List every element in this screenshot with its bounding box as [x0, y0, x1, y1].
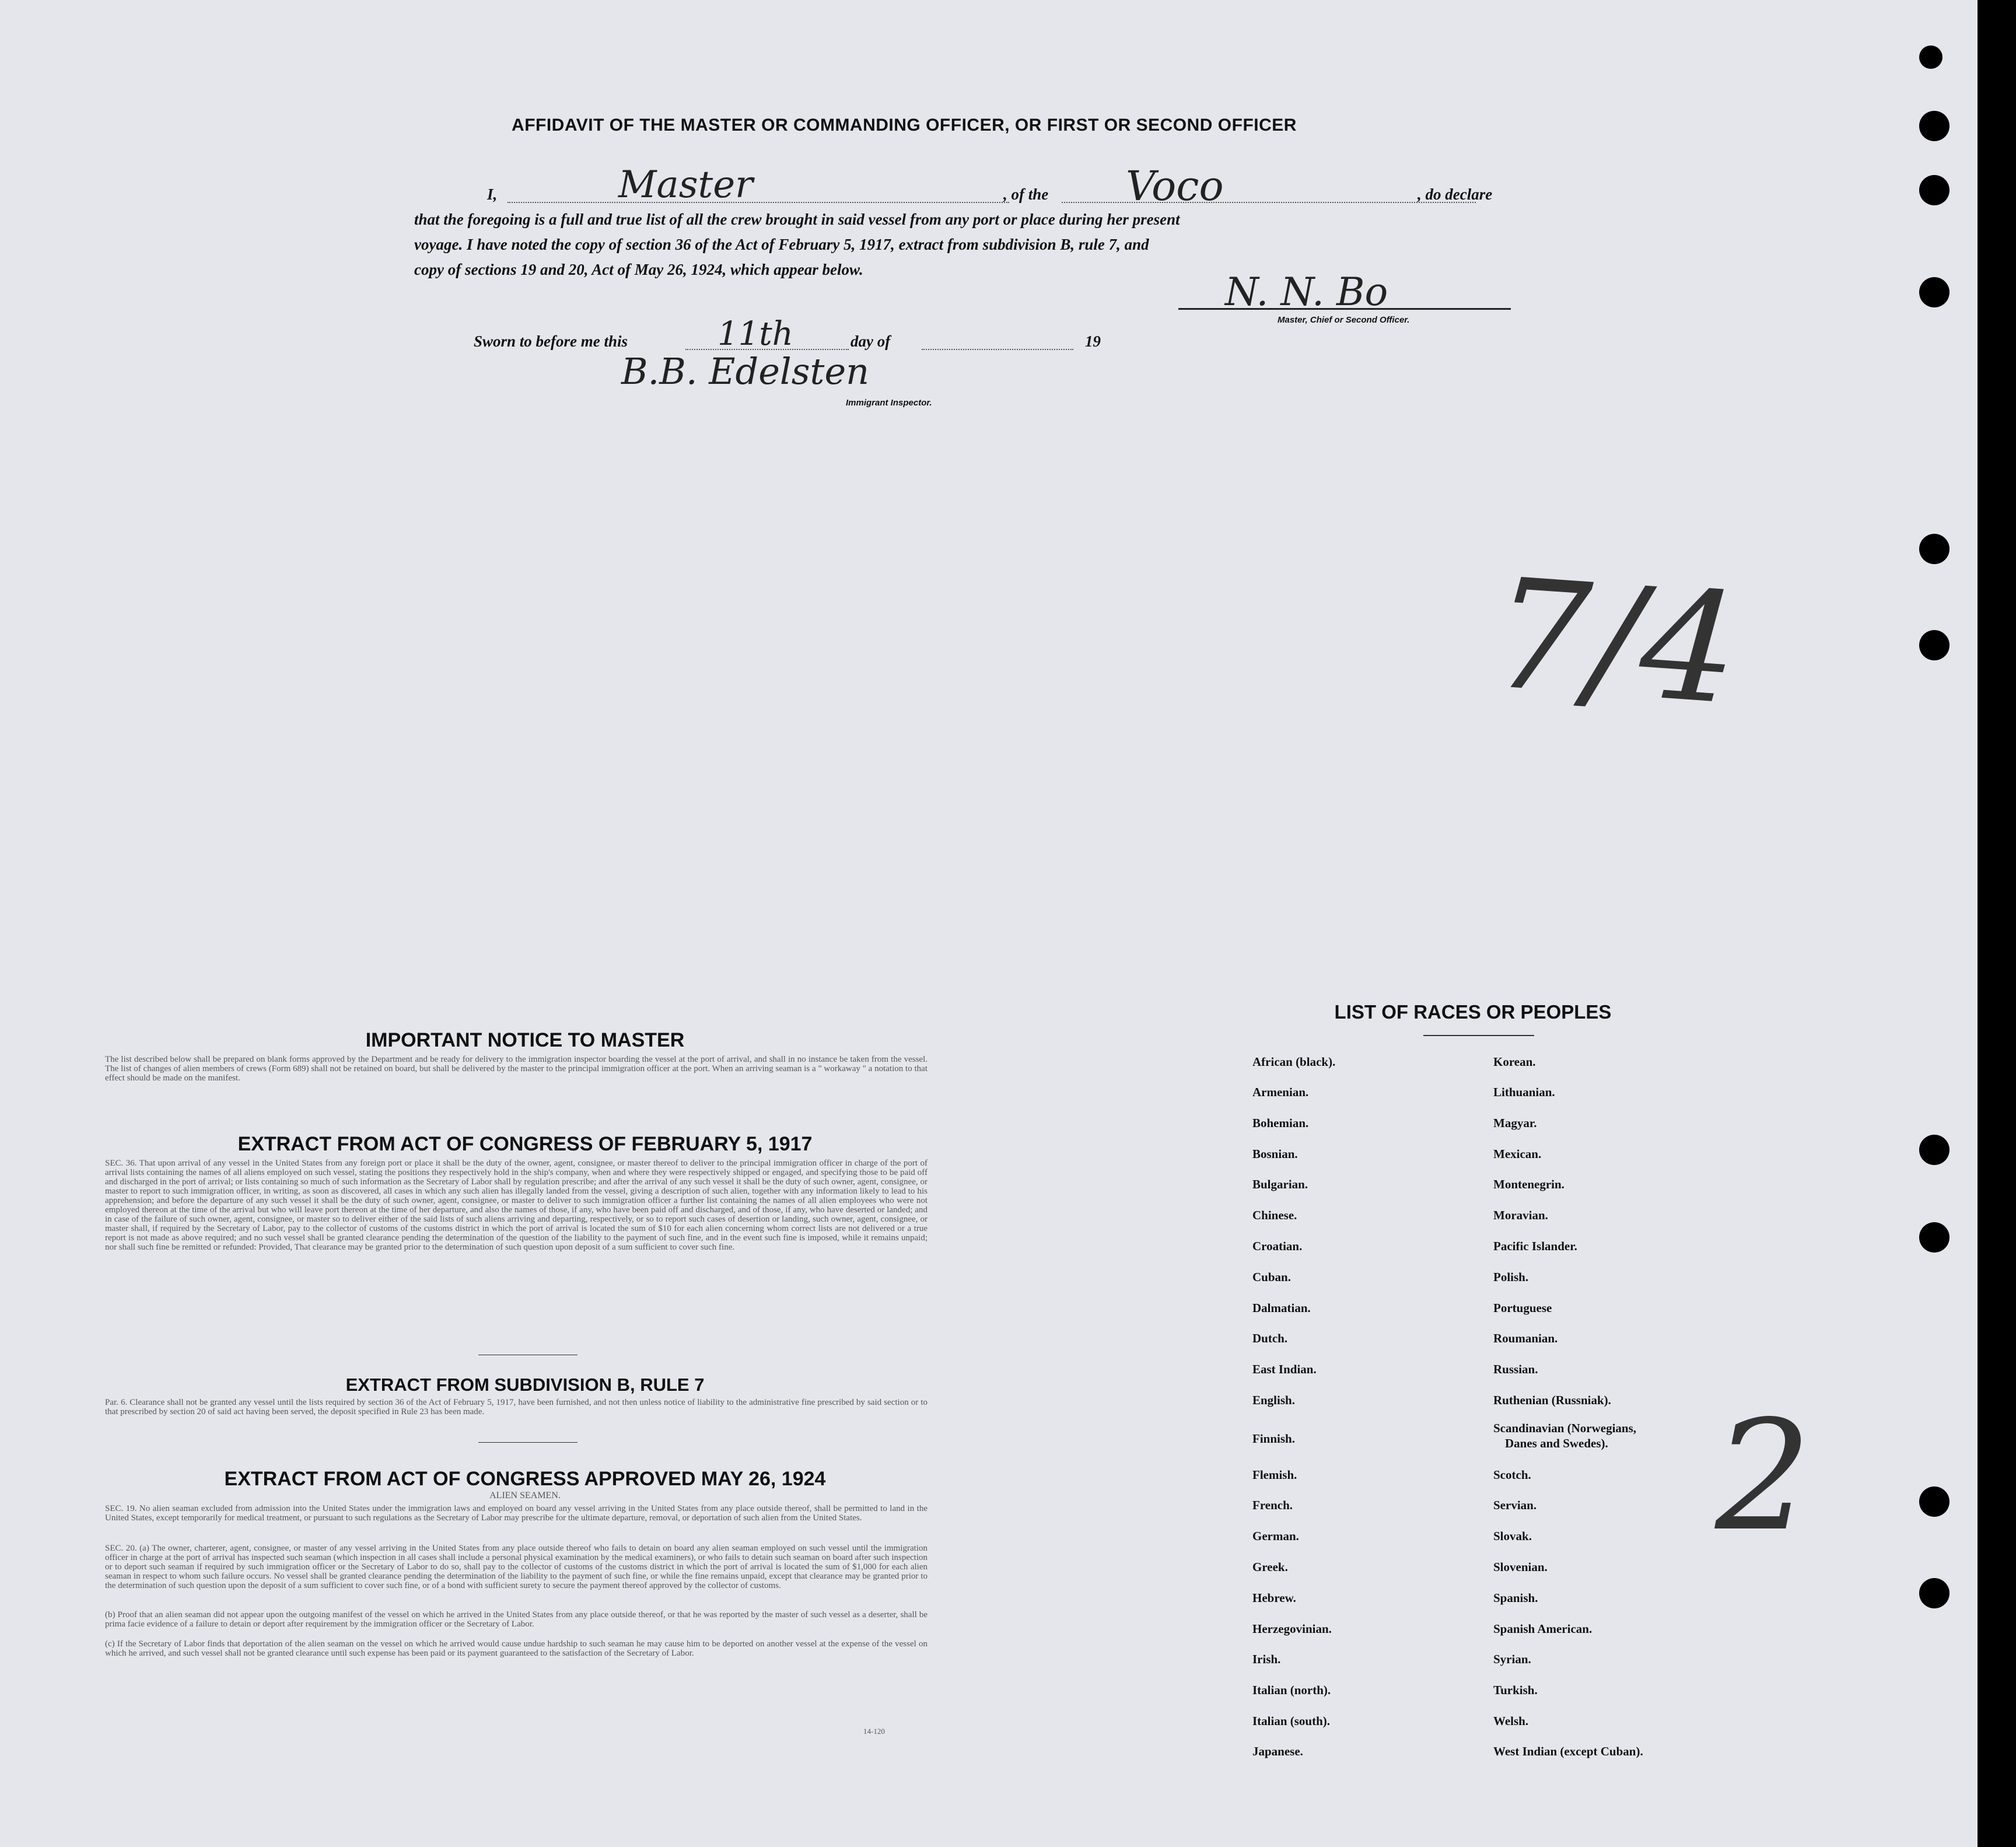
race-item: Pacific Islander. [1493, 1239, 1577, 1253]
race-item: Polish. [1493, 1270, 1529, 1284]
punch-hole [1919, 1578, 1950, 1608]
signature-line [1178, 308, 1511, 310]
race-item: East Indian. [1252, 1362, 1317, 1376]
race-item: Japanese. [1252, 1744, 1303, 1758]
sworn-text: Sworn to before me this [474, 333, 628, 350]
race-item: German. [1252, 1529, 1299, 1543]
officer-signature: N. N. Bo [1225, 270, 1388, 314]
punch-hole [1919, 1222, 1950, 1253]
affidavit-title: AFFIDAVIT OF THE MASTER OR COMMANDING OFFICER, OR FIRST OR SECOND OFFICER [512, 116, 1297, 135]
race-item: Montenegrin. [1493, 1177, 1564, 1191]
inspector-signature: B.B. Edelsten [621, 350, 870, 393]
rule-7-heading: EXTRACT FROM SUBDIVISION B, RULE 7 [345, 1374, 705, 1395]
race-item: Russian. [1493, 1362, 1538, 1376]
race-item: Syrian. [1493, 1652, 1531, 1666]
race-item: Moravian. [1493, 1208, 1548, 1222]
race-item: Flemish. [1252, 1468, 1297, 1482]
extract-1924-sec-20-b: (b) Proof that an alien seaman did not appear upon the outgoing manifest of the vessel on which he arrived in the United States from any place outside thereof, or that he was reported by the master of such vessel as a deserter, shall be prima facie evidence of a failure to detain or deport after requirement by the immigration officer or the Secretary of Labor. [105, 1610, 928, 1629]
race-item: Bohemian. [1252, 1116, 1309, 1130]
punch-hole [1919, 46, 1943, 69]
races-heading-rule [1423, 1035, 1534, 1036]
race-item: Mexican. [1493, 1147, 1542, 1161]
extract-1917-body: SEC. 36. That upon arrival of any vessel in the United States from any foreign port or place it shall be the duty of the owner, agent, consignee, or master thereof to deliver to the principal immigration officer in charge of the port of arrival lists containing the names of all aliens employed on such vessel, stating the positions they respectively hold in the ship's company, when and where they were respectively shipped or engaged, and specifying those to be paid off and discharged in the port of arrival; or lists containing so much of such information as the Secretary of Labor shall by regulation prescribe; and after the arrival of any such vessel it shall be the duty of such owner, agent, consignee, or master to report to such immigration officer, in writing, as soon as discovered, all cases in which any such alien has illegally landed from the vessel, giving a description of such alien, together with any information likely to lead to his apprehension; and before the departure of any such vessel it shall be the duty of such owner, agent, consignee, or master to deliver to such immigration officer a further list containing the names of all alien employees who were not employed thereon at the time of the arrival but who will leave port thereon at the time of her departure, and also the names of those, if any, who have been paid off and discharged, and of those, if any, who have deserted or landed; and in case of the failure of such owner, agent, consignee, or master so to deliver either of the said lists of such aliens arriving and departing, respectively, or so to report such cases of desertion or landing, such owner, agent, consignee, or master shall, if required by the Secretary of Labor, pay to the collector of customs of the customs district in which the port of arrival is located the sum of $10 for each alien concerning whom correct lists are not delivered or a true report is not made as above required; and no such vessel shall be granted clearance pending the determination of the question of the liability to the payment of such fine, and in the event such fine is imposed, while it remains unpaid; nor shall such fine be remitted or refunded: Provided, That clearance may be granted prior to the determination of such question upon deposit of a sum sufficient to cover such fine. [105, 1159, 928, 1252]
extract-1924-sec-20-c: (c) If the Secretary of Labor finds that deportation of the alien seaman on the vessel on which he arrived would cause undue hardship to such seaman he may cause him to be deported on another vessel at the expense of the vessel on which he arrived, and such vessel shall not be granted clearance until such expense has been paid or its payment guaranteed to the satisfaction of the Secretary of Labor. [105, 1639, 928, 1658]
form-number: 14-120 [863, 1727, 885, 1736]
punch-hole [1919, 277, 1950, 307]
race-item: Dalmatian. [1252, 1301, 1311, 1315]
race-item: English. [1252, 1393, 1295, 1407]
race-item: Irish. [1252, 1652, 1281, 1666]
race-item: Italian (south). [1252, 1714, 1331, 1728]
handwritten-day: 11th [718, 315, 793, 353]
section-divider [478, 1442, 578, 1443]
rule-7-body: Par. 6. Clearance shall not be granted any vessel until the lists required by section 36 of the Act of February 5, 1917, have been furnished, and not then unless notice of liability to the administrative fine prescribed by said section or to that prescribed by section 20 of said act having been served, the deposit specified in Rule 23 has been made. [105, 1398, 928, 1416]
race-item: French. [1252, 1498, 1293, 1512]
race-item: Italian (north). [1252, 1683, 1331, 1697]
race-item: Greek. [1252, 1560, 1288, 1574]
extract-1924-sec-20: SEC. 20. (a) The owner, charterer, agent, consignee, or master of any vessel arriving in the United States from any place outside thereof who fails to detain on board any alien seaman employed on such vessel until the immigration officer in charge at the port of arrival has inspected such seaman (which inspection in all cases shall include a personal physical examination by the medical examiners), or who fails to detain such seaman on board after such inspection or to deport such seaman if required by such immigration officer or the Secretary of Labor to do so, shall pay to the collector of customs of the customs district in which the port of arrival is located the sum of $1,000 for each alien seaman in respect to whom such failure occurs. No vessel shall be granted clearance pending the determination of the liability to the payment of such fine, or while the fine remains unpaid, except that clearance may be granted prior to the determination of such question upon the deposit of a sum sufficient to cover such fine, or of a bond with sufficient surety to secure the payment thereof approved by the collector of customs. [105, 1544, 928, 1590]
extract-1917-heading: EXTRACT FROM ACT OF CONGRESS OF FEBRUARY 5, 1917 [237, 1133, 813, 1155]
extract-1924-heading: EXTRACT FROM ACT OF CONGRESS APPROVED MAY 26, 1924 [224, 1468, 826, 1490]
notice-heading: IMPORTANT NOTICE TO MASTER [365, 1029, 685, 1051]
punch-hole [1919, 175, 1950, 205]
handwritten-vessel-name: Voco [1126, 162, 1224, 210]
extract-1924-subheading: ALIEN SEAMEN. [489, 1491, 561, 1500]
year-label [1085, 329, 2016, 354]
handwritten-officer-title: Master [618, 163, 753, 207]
race-item: Ruthenian (Russniak). [1493, 1393, 1611, 1407]
notice-body: The list described below shall be prepared on blank forms approved by the Department and be ready for delivery to the immigration inspector boarding the vessel at the port of arrival, and shall in no instance be taken from the vessel. The list of changes of alien members of crews (Form 689) shall not be retained on board, but shall be delivered by the master to the principal immigration officer at the port. When an arriving seaman is a " workaway " a notation to that effect should be made on the manifest. [105, 1055, 928, 1083]
race-item: Slovenian. [1493, 1560, 1548, 1574]
punch-hole [1919, 111, 1950, 141]
punch-hole [1919, 630, 1950, 660]
race-item: Servian. [1493, 1498, 1537, 1512]
race-item: Spanish. [1493, 1591, 1538, 1605]
officer-title-line [508, 202, 1009, 203]
punch-hole [1919, 1135, 1950, 1165]
race-item: Portuguese [1493, 1301, 1552, 1315]
race-item: Cuban. [1252, 1270, 1291, 1284]
punch-hole [1919, 1486, 1950, 1517]
extract-1924-sec-19: SEC. 19. No alien seaman excluded from admission into the United States under the immigration laws and employed on board any vessel arriving in the United States from any place outside thereof, shall be permitted to land in the United States, except temporarily for medical treatment, or pursuant to such regulations as the Secretary of Labor may prescribe for the ultimate departure, removal, or deportation of such alien from the United States. [105, 1504, 928, 1523]
declaration-line-2: that the foregoing is a full and true list of all the crew brought in said vessel from any port or place during her present [414, 211, 1180, 228]
race-item: Finnish. [1252, 1432, 1295, 1446]
race-item: Spanish American. [1493, 1622, 1592, 1636]
declaration-i: I, [487, 186, 498, 203]
race-item: West Indian (except Cuban). [1493, 1744, 1643, 1758]
race-item: Herzegovinian. [1252, 1622, 1332, 1636]
race-item: Lithuanian. [1493, 1085, 1555, 1099]
race-item: Scotch. [1493, 1468, 1531, 1482]
declaration-of-the: , of the [1003, 186, 1049, 203]
race-item: Armenian. [1252, 1085, 1309, 1099]
margin-number: 2 [1715, 1388, 1812, 1565]
race-item: Magyar. [1493, 1116, 1537, 1130]
punch-hole [1919, 534, 1950, 564]
sworn-month-line [922, 349, 1073, 350]
race-item: Scandinavian (Norwegians, [1493, 1421, 1637, 1435]
race-item: Chinese. [1252, 1208, 1297, 1222]
race-item: African (black). [1252, 1055, 1336, 1069]
race-item: Danes and Swedes). [1505, 1436, 1608, 1450]
race-item: Bulgarian. [1252, 1177, 1308, 1191]
declaration-line-3: voyage. I have noted the copy of section 36 of the Act of February 5, 1917, extract from subdivision B, rule 7, and [414, 236, 1149, 253]
race-item: Korean. [1493, 1055, 1536, 1069]
year-text: 19 [1085, 333, 1101, 350]
race-item: Turkish. [1493, 1683, 1538, 1697]
race-item: Welsh. [1493, 1714, 1529, 1728]
inspector-caption: Immigrant Inspector. [846, 398, 932, 408]
race-item: Hebrew. [1252, 1591, 1296, 1605]
race-item: Roumanian. [1493, 1331, 1558, 1345]
vessel-name-line [1062, 202, 1476, 203]
race-item: Croatian. [1252, 1239, 1303, 1253]
declaration-declare: , do declare [1418, 186, 1493, 203]
race-item: Bosnian. [1252, 1147, 1298, 1161]
race-item: Slovak. [1493, 1529, 1532, 1543]
race-item: Dutch. [1252, 1331, 1288, 1345]
margin-mark-fraction: 7/4 [1487, 545, 1744, 739]
declaration-line-4: copy of sections 19 and 20, Act of May 26, 1924, which appear below. [414, 261, 863, 278]
day-of-text: day of [850, 333, 891, 350]
signature-caption: Master, Chief or Second Officer. [1278, 315, 1410, 325]
races-heading: LIST OF RACES OR PEOPLES [1334, 1001, 1612, 1023]
